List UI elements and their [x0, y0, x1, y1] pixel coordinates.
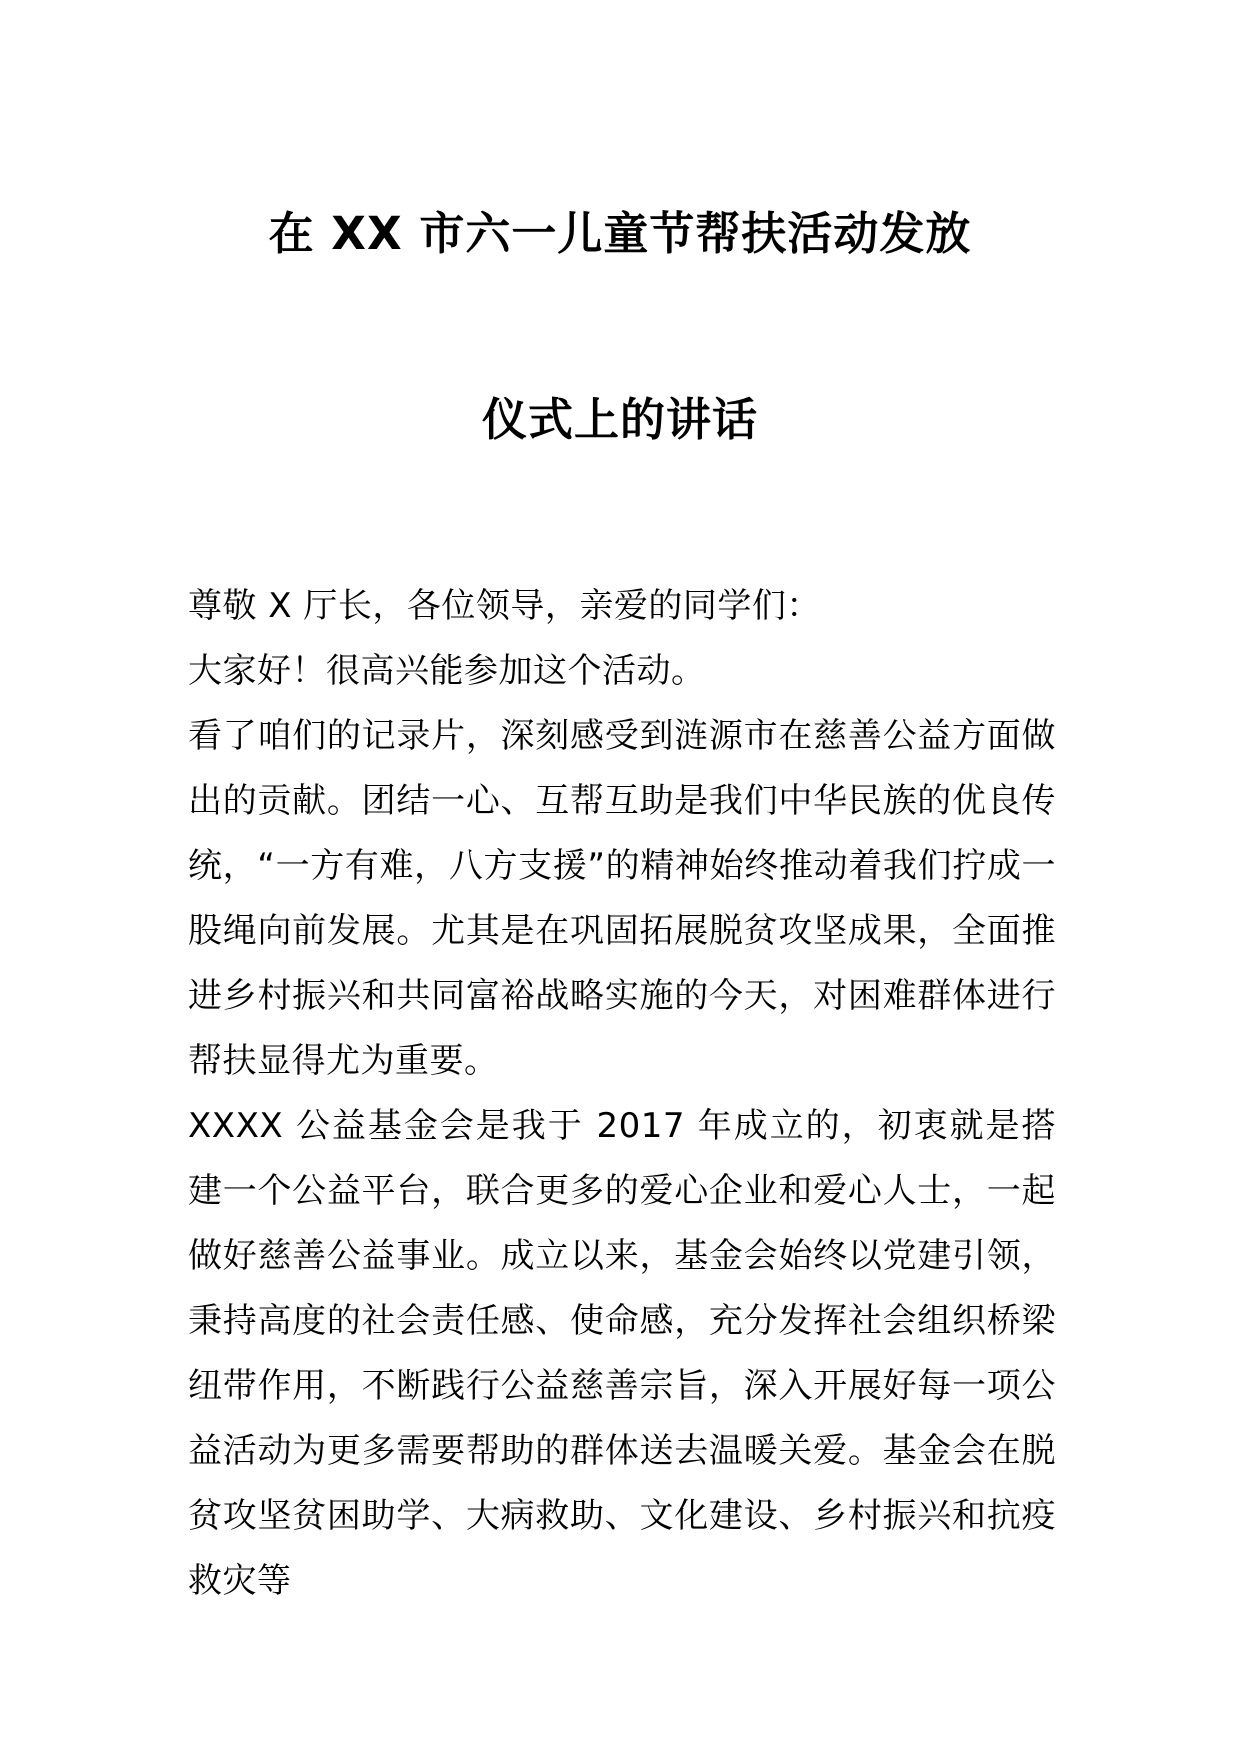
body-paragraph: 看了咱们的记录片，深刻感受到涟源市在慈善公益方面做出的贡献。团结一心、互帮互助是我们中华民族的优良传统，“一方有难，八方支援”的精神始终推动着我们拧成一股绳向前发展。尤其是在巩固拓展脱贫攻坚成果，全面推进乡村振兴和共同富裕战略实施的今天，对困难群体进行帮扶显得尤为重要。: [188, 716, 1056, 1081]
greeting-paragraph: 大家好！很高兴能参加这个活动。: [188, 651, 706, 691]
document-title-line-1: 在 XX 市六一儿童节帮扶活动发放: [268, 207, 972, 260]
document-body: [188, 574, 1056, 1614]
salutation-paragraph: 尊敬 X 厅长，各位领导，亲爱的同学们：: [188, 586, 821, 626]
document-title-line-2: 仪式上的讲话: [481, 393, 758, 446]
body-paragraph: XXXX 公益基金会是我于 2017 年成立的，初衷就是搭建一个公益平台，联合更多的爱心企业和爱心人士，一起做好慈善公益事业。成立以来，基金会始终以党建引领，秉持高度的社会责任感、使命感，充分发挥社会组织桥梁纽带作用，不断践行公益慈善宗旨，深入开展好每一项公益活动为更多需要帮助的群体送去温暖关爱。基金会在脱贫攻坚贫困助学、大病救助、文化建设、乡村振兴和抗疫救灾等: [188, 1106, 1056, 1601]
